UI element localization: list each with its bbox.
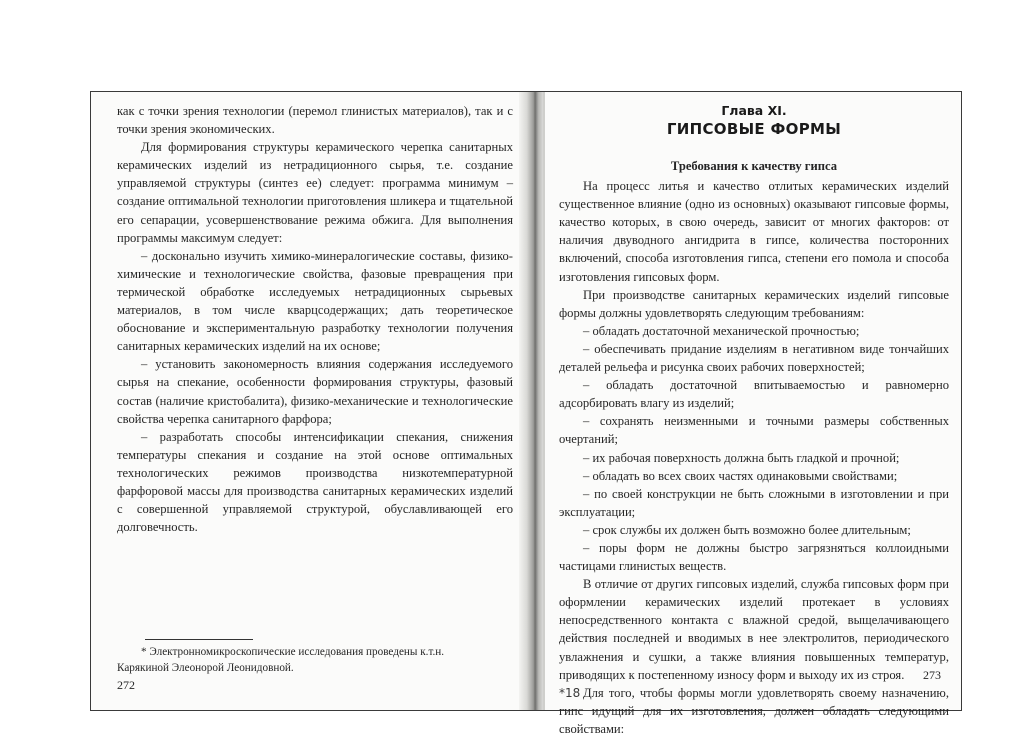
list-item: – обладать достаточной впитываемостью и равномерно адсорбировать влагу из изделий;	[559, 378, 949, 411]
paragraph: Для того, чтобы формы могли удовлетворять своему назначению, гипс идущий для их изготовления, должен обладать следующими свойствами:	[559, 685, 949, 736]
book-spread	[90, 91, 962, 736]
list-item: – обеспечивать придание изделиям в негативном виде тончайших деталей рельефа и рисунка своих рабочих поверхностей;	[559, 341, 949, 375]
right-page-body	[559, 177, 949, 738]
list-item: – срок службы их должен быть возможно более длительным;	[583, 522, 911, 537]
footnote-text: * Электронномикроскопические исследования проведены к.т.н. Карякиной Элеонорой Леонидовной.	[117, 646, 445, 674]
section-title: Требования к качеству гипса	[670, 159, 838, 173]
left-page-body	[117, 102, 513, 536]
signature-mark: *18	[559, 686, 581, 700]
paragraph: В отличие от других гипсовых изделий, служба гипсовых форм при оформлении керамических изделий протекает в условиях непосредственного контакта с влажной средой, выщелачивающего действия последней и вводимых в нее электролитов, периодического увлажнения и сушки, а также влияния повышенных температур, приводящих к постепенному износу форм и выходу их из строя.	[559, 577, 949, 682]
page-number-right: 273	[923, 668, 941, 682]
right-page	[559, 92, 949, 736]
spine-edge	[543, 92, 545, 710]
chapter-number: Глава XI.	[721, 103, 787, 118]
footnote-divider	[145, 639, 253, 640]
list-item: – их рабочая поверхность должна быть гладкой и прочной;	[583, 450, 900, 465]
footnote	[117, 644, 497, 676]
list-item: – по своей конструкции не быть сложными в изготовлении и при эксплуатации;	[559, 486, 949, 519]
left-page	[117, 92, 513, 710]
book-spine	[519, 92, 545, 710]
list-item: – сохранять неизменными и точными размеры собственных очертаний;	[559, 414, 949, 447]
list-item: – обладать во всех своих частях одинаковыми свойствами;	[583, 468, 898, 483]
paragraph: При производстве санитарных керамических изделий гипсовые формы должны удовлетворять следующим требованиям:	[559, 287, 949, 320]
chapter-title: ГИПСОВЫЕ ФОРМЫ	[666, 120, 842, 138]
page-number-left: 272	[117, 678, 135, 692]
chapter-heading	[559, 102, 949, 139]
paragraph: Для формирования структуры керамического черепка санитарных керамических изделий из нетрадиционного сырья, т.е. создание управляемой структуры (синтез ее) следует: программа минимум – создание оптимальной технологии приготовления шликера и тщательной его сепарации, усовершенствование режима обжига. Для выполнения программы максимум следует:	[117, 140, 513, 245]
paragraph: как с точки зрения технологии (перемол глинистых материалов), так и с точки зрения экономических.	[117, 104, 513, 137]
list-item: – установить закономерность влияния содержания исследуемого сырья на спекание, особенности формирования структуры, фазовый состав (наличие кристобалита), физико-механические и технологические свойства черепка санитарного фарфора;	[117, 357, 513, 426]
list-item: – обладать достаточной механической прочностью;	[583, 323, 860, 338]
list-item: – разработать способы интенсификации спекания, снижения температуры спекания и создание на этой основе оптимальных технологических режимов производства низкотемпературной фарфоровой массы для производства санитарных керамических изделий с совершенной управляемой структурой, обуславливающей его долговечность.	[117, 429, 513, 535]
list-item: – досконально изучить химико-минералогические составы, физико-химические и технологические свойства, фазовые превращения при термической обработке исследуемых нетрадиционных сырьевых материалов, в том числе кварцсодержащих; дать теоретическое обоснование и экспериментальную разработку технологии получения санитарных керамических изделий на их основе;	[117, 248, 513, 354]
list-item: – поры форм не должны быстро загрязняться коллоидными частицами глинистых веществ.	[559, 540, 949, 574]
paragraph: На процесс литья и качество отлитых керамических изделий существенное влияние (одно из основных) оказывают гипсовые формы, качество которых, в свою очередь, зависит от многих факторов: от наличия двуводного ангидрита в гипсе, количества посторонних включений, способа изготовления гипса, степени его помола и способа изготовления гипсовых форм.	[559, 179, 949, 284]
